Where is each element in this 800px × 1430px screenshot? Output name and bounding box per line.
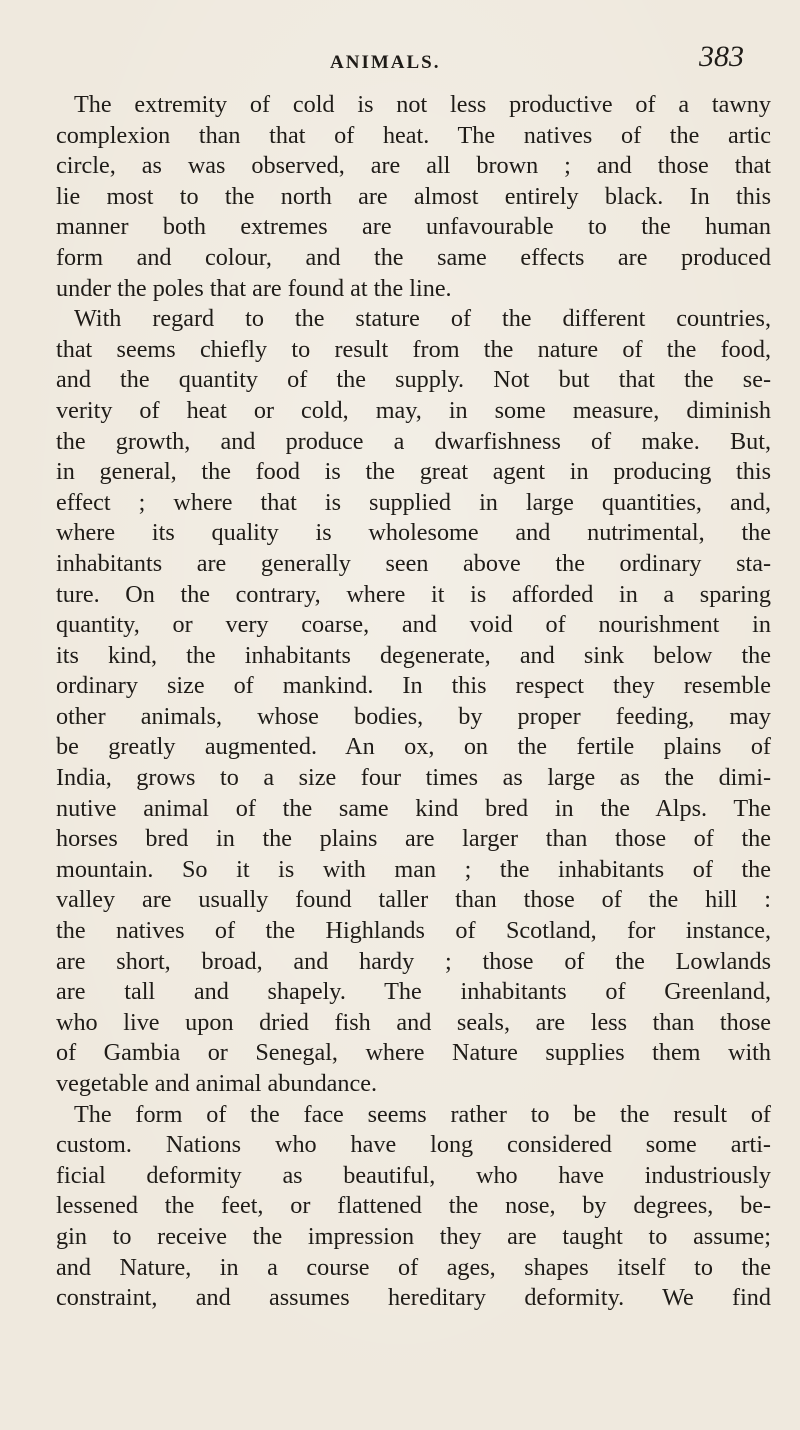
text-line: manner both extremes are unfavourable to the human — [56, 213, 771, 241]
text-line: and the quantity of the supply. Not but that the se- — [56, 366, 771, 394]
text-line: be greatly augmented. An ox, on the fertile plains of — [56, 733, 771, 761]
text-line: other animals, whose bodies, by proper feeding, may — [56, 702, 771, 730]
text-line: horses bred in the plains are larger than those of the — [56, 825, 771, 853]
text-line: ordinary size of mankind. In this respect they resemble — [56, 672, 771, 700]
text-line: lessened the feet, or flattened the nose, by degrees, be- — [56, 1192, 771, 1220]
text-line: form and colour, and the same effects are produced — [56, 243, 771, 271]
text-line: and Nature, in a course of ages, shapes itself to the — [56, 1253, 771, 1281]
running-head — [0, 38, 800, 82]
text-line: lie most to the north are almost entirely black. In this — [56, 182, 771, 210]
text-line: vegetable and animal abundance. — [56, 1070, 378, 1097]
text-line: in general, the food is the great agent in producing this — [56, 458, 771, 486]
text-line: verity of heat or cold, may, in some measure, diminish — [56, 396, 771, 424]
text-line: where its quality is wholesome and nutrimental, the — [56, 519, 771, 547]
text-line: constraint, and assumes hereditary deformity. We find — [56, 1284, 771, 1312]
text-line: its kind, the inhabitants degenerate, and sink below the — [56, 641, 771, 669]
text-line: valley are usually found taller than those of the hill : — [56, 886, 771, 914]
text-line: are short, broad, and hardy ; those of the Lowlands — [56, 947, 771, 975]
text-line: under the poles that are found at the line. — [56, 274, 452, 302]
text-line: inhabitants are generally seen above the ordinary sta- — [56, 549, 771, 577]
text-line: of Gambia or Senegal, where Nature supplies them with — [56, 1039, 771, 1067]
text-line: mountain. So it is with man ; the inhabitants of the — [56, 855, 771, 883]
text-line: ture. On the contrary, where it is afforded in a sparing — [56, 580, 771, 608]
text-line: ficial deformity as beautiful, who have industriously — [56, 1161, 771, 1189]
text-line: complexion than that of heat. The natives of the artic — [56, 121, 771, 149]
text-line: the growth, and produce a dwarfishness of make. But, — [56, 427, 771, 455]
text-line: the natives of the Highlands of Scotland, for instance, — [56, 917, 771, 945]
text-line: The extremity of cold is not less productive of a tawny — [74, 91, 771, 118]
text-line: With regard to the stature of the different countries, — [74, 305, 771, 333]
text-line: custom. Nations who have long considered some arti- — [56, 1131, 771, 1159]
text-line: The form of the face seems rather to be the result of — [74, 1100, 771, 1128]
text-line: nutive animal of the same kind bred in the Alps. The — [56, 794, 771, 822]
text-line: who live upon dried fish and seals, are less than those — [56, 1008, 771, 1036]
text-line: that seems chiefly to result from the nature of the food, — [56, 335, 771, 363]
page-number: 383 — [699, 40, 744, 73]
text-line: quantity, or very coarse, and void of nourishment in — [56, 611, 771, 639]
text-line: gin to receive the impression they are taught to assume; — [56, 1222, 771, 1250]
body-text — [56, 90, 771, 1314]
running-title: ANIMALS. — [330, 52, 441, 73]
text-line: India, grows to a size four times as large as the dimi- — [56, 764, 771, 792]
text-line: circle, as was observed, are all brown ; and those that — [56, 152, 771, 180]
text-line: effect ; where that is supplied in large quantities, and, — [56, 488, 771, 516]
text-line: are tall and shapely. The inhabitants of Greenland, — [56, 978, 771, 1006]
